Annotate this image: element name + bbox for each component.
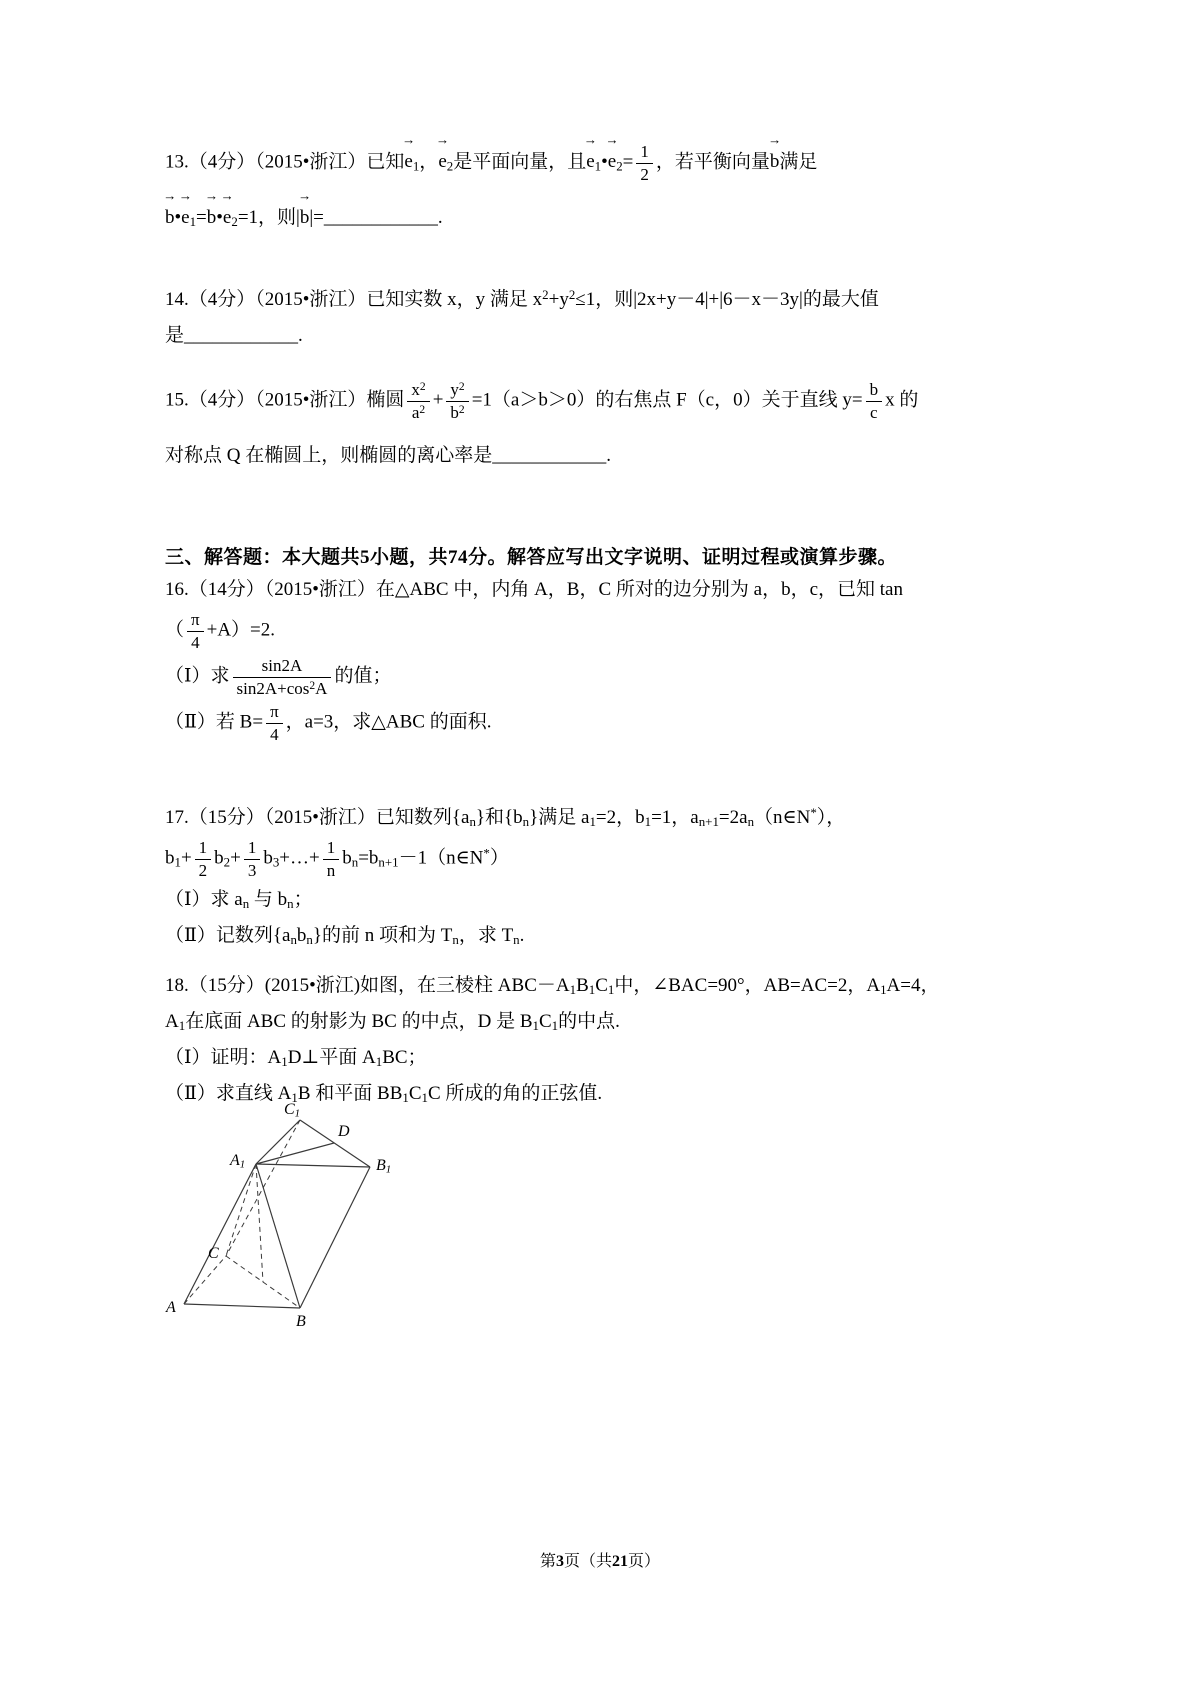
- problem-18-line-3: （Ⅰ）证明：$A_1D\perp$平面 $A_1BC$；: [165, 1047, 427, 1070]
- problem-18: [165, 968, 1045, 1112]
- problem-13-line-2: → b• → $e_1=$ → b• → $e_2=1$，则| → b|=____________.: [163, 187, 443, 230]
- problem-18-line-1: 18.（15分）(2015•浙江)如图，在三棱柱 $ABC-A_1B_1C_1$中，∠BAC=90°，AB=AC=2，$A_1A=4$，: [165, 975, 940, 998]
- figure-label-b1: $B_1$: [376, 1157, 392, 1176]
- problem-16-line-3: （Ⅰ）求 $\frac{\sin 2A}{\sin 2A+\cos^2A}$ 的值；: [165, 656, 392, 698]
- problem-17-line-2: $b_1+$ $\frac{1}{2}$ $b_2+$ $\frac{1}{3}$ $b_3+\dots+$ $\frac{1}{n}$ $b_n=b_{n+1}-1(n\in N^*)$: [165, 838, 509, 880]
- problem-15: [165, 378, 1045, 474]
- problem-16-line-4: （Ⅱ）若 B= $\frac{\pi}{4}$ ，a=3，求△ABC 的面积.: [165, 702, 492, 744]
- problem-17-line-4: （Ⅱ）记数列$\{a_nb_n\}$的前 n 项和为 $T_n$，求 $T_n$.: [165, 925, 525, 948]
- problem-16-line-1: 16.（14分）（2015•浙江）在△ABC 中，内角 A，B，C 所对的边分别为 a，b，c，已知 tan: [165, 579, 903, 600]
- figure-label-c: C: [208, 1245, 219, 1262]
- problem-17-line-1: 17.（15分）（2015•浙江）已知数列$\{a_n\}$和$\{b_n\}$满足 $a_1=2$，$b_1=1$，$a_{n+1}=2a_n(n\in N^*)$，: [165, 805, 846, 830]
- figure-label-d: D: [338, 1123, 350, 1140]
- figure-label-b: B: [296, 1313, 306, 1330]
- figure-label-a: A: [166, 1299, 176, 1316]
- figure-label-c1: $C_1$: [284, 1101, 301, 1120]
- problem-13-line-1: 13.（4分）（2015•浙江）已知 → $e_1$， → $e_2$是平面向量，且 → $e_1•$ → $e_2=$ $\frac{1}{2}$ ，若平衡向量 → b满足: [165, 132, 818, 184]
- page-footer: 第3页（共21页）: [539, 1553, 661, 1570]
- problem-15-line-2: 对称点 Q 在椭圆上，则椭圆的离心率是____________.: [165, 445, 611, 467]
- problem-14: [165, 282, 1045, 354]
- problem-16-line-2: （ $\frac{\pi}{4}$ +A）=2.: [165, 610, 276, 652]
- prism-figure: [150, 1098, 450, 1343]
- figure-label-a1: $A_1$: [230, 1152, 246, 1171]
- problem-13: [163, 132, 1045, 236]
- problem-14-line-1: 14.（4分）（2015•浙江）已知实数 x，y 满足 $x^2+y^2\le 1$，则|2x+y－4|+|6－x－3y|的最大值: [165, 287, 879, 310]
- prism-dashed-edges: [184, 1120, 300, 1308]
- problem-18-line-4: （Ⅱ）求直线 $A_1B$ 和平面 $BB_1C_1C$ 所成的角的正弦值.: [165, 1083, 603, 1106]
- problem-16: [165, 572, 1045, 746]
- prism-svg: [150, 1098, 450, 1343]
- problem-15-line-1: 15.（4分）（2015•浙江）椭圆 $\frac{x^2}{a^2}$ + $\frac{y^2}{b^2}$ =1（a＞b＞0）的右焦点 F（c，0）关于直线 y= $\frac{b}{c}$ x 的: [165, 379, 919, 422]
- problem-17: [165, 800, 1045, 954]
- section-3-header: [165, 540, 1045, 576]
- problem-18-line-2: $A_1$在底面 ABC 的射影为 BC 的中点，D 是 $B_1C_1$的中点.: [165, 1011, 620, 1034]
- prism-solid-edges: [184, 1120, 370, 1308]
- problem-14-line-2: 是____________.: [165, 325, 303, 346]
- problem-17-line-3: （Ⅰ）求 $a_n$ 与 $b_n$；: [165, 889, 313, 912]
- section-3-title: 三、解答题：本大题共5小题，共74分。解答应写出文字说明、证明过程或演算步骤。: [165, 547, 898, 568]
